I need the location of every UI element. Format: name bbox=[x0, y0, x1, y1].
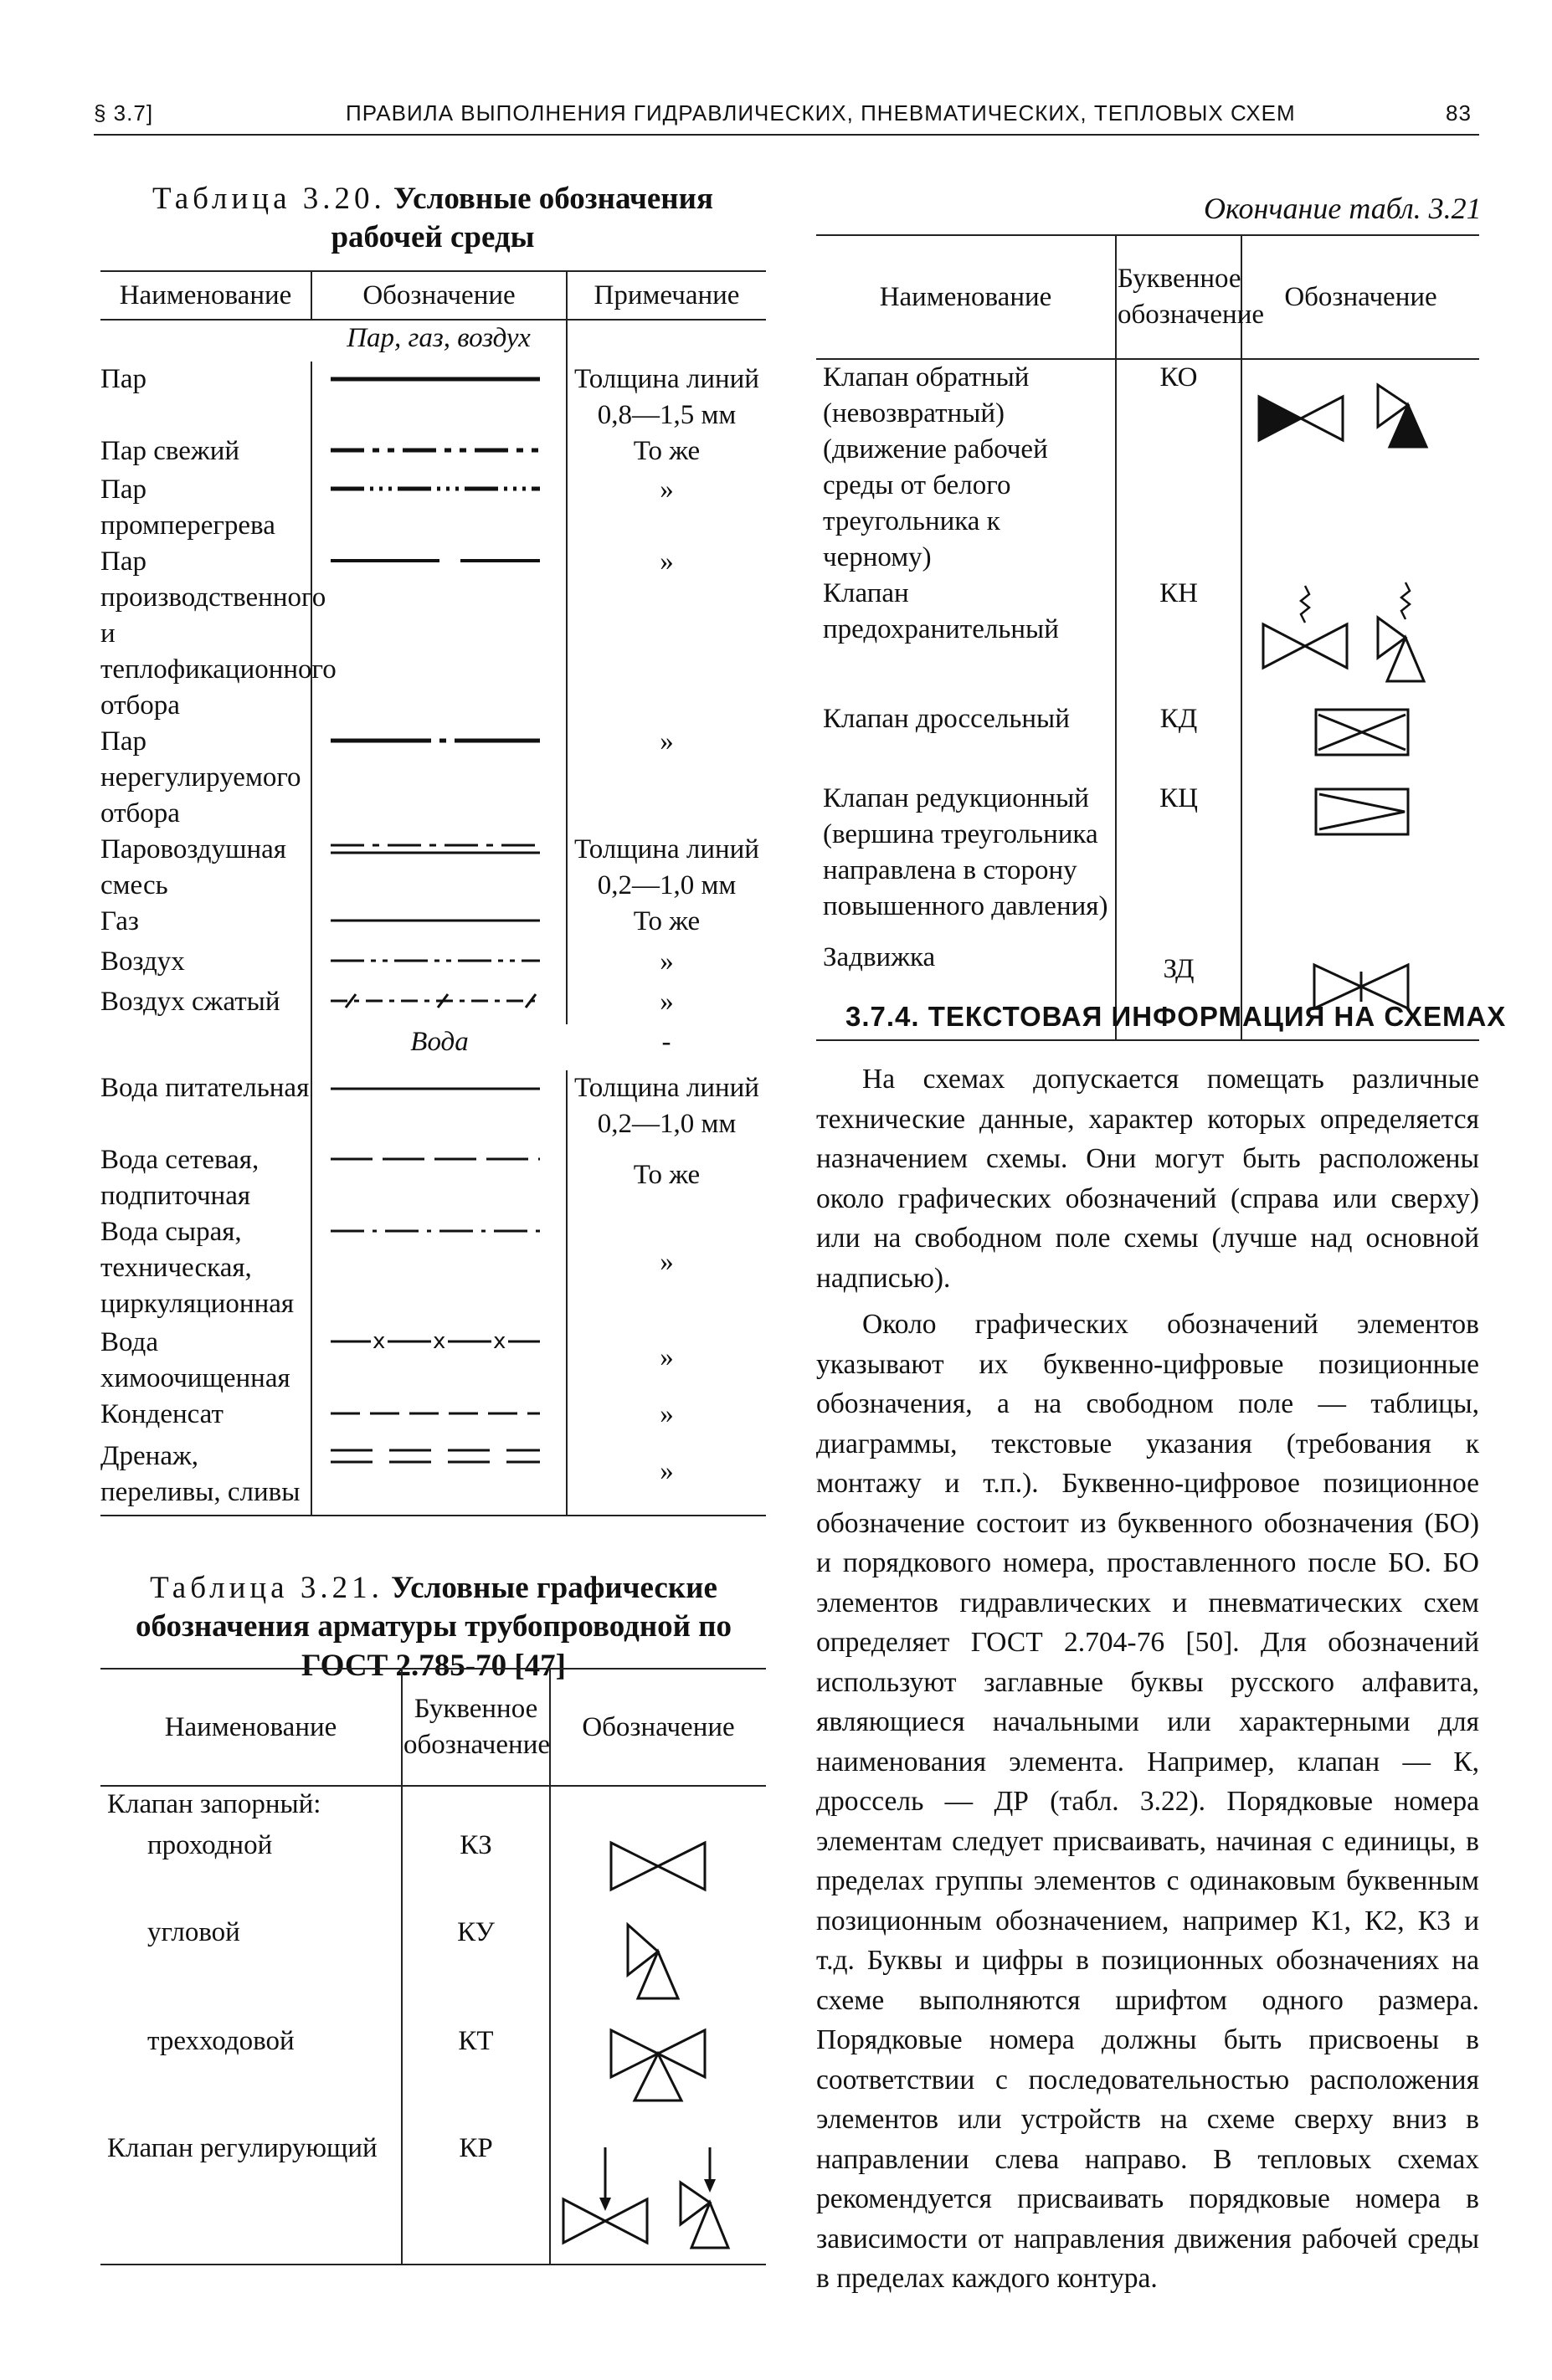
table-320-title: Условные обозначения рабочей среды bbox=[331, 182, 713, 255]
row-name: Клапан предохранительный bbox=[816, 576, 1116, 701]
running-title: ПРАВИЛА ВЫПОЛНЕНИЯ ГИДРАВЛИЧЕСКИХ, ПНЕВМАТИЧЕСКИХ, ТЕПЛОВЫХ СХЕМ bbox=[346, 100, 1296, 126]
line-symbol-condensate bbox=[311, 1397, 567, 1439]
paragraph-2: Около графических обозначений элементов указывают их буквенно-цифровые позиционные обозначения, а на свободном поле — таблицы, диаграммы, текстовые указания (требования к монтажу и т.п.). Буквенно-цифровое позиционное обозначение состоит из буквенного обозначения (БО) и порядкового номера, проставленного после БО. БО элементов гидравлических и пневматических схем определяет ГОСТ 2.704-76 [50]. Для обозначений используют заглавные буквы русского алфавита, являющиеся начальными или характерными для наименования элемента. Например, клапан — К, дроссель — ДР (табл. 3.22). Порядковые номера элементам следует присваивать, начиная с единицы, в пределах группы элементов с одинаковым буквенным позиционным обозначением, например К1, К2, К3 и т.д. Буквы и цифры в позиционных обозначениях на схеме выполняются шрифтом одного размера. Порядковые номера должны быть присвоены в соответствии с последовательностью расположения элементов или устройств на схеме сверху вниз в направлении слева направо. В тепловых схемах рекомендуется присваивать порядковые номера в зависимости от направления движения рабочей среды в пределах каждого контура. bbox=[816, 1309, 1479, 2294]
row-name: Паровоздушная смесь bbox=[100, 832, 311, 904]
col-header-symbol: Обозначение bbox=[311, 271, 567, 320]
row-name: трехходовой bbox=[100, 2024, 402, 2131]
table-320-label: Таблица 3.20. bbox=[152, 182, 386, 216]
row-name: проходной bbox=[100, 1828, 402, 1915]
row-note: » bbox=[660, 946, 674, 977]
row-name: Пар промперегрева bbox=[100, 472, 311, 544]
row-note: » bbox=[660, 546, 674, 577]
row-note: Толщина линий 0,8—1,5 мм bbox=[574, 364, 759, 430]
row-name: Пар свежий bbox=[100, 433, 311, 472]
line-symbol-feed-water bbox=[311, 1070, 567, 1142]
row-note: Толщина линий 0,2—1,0 мм bbox=[574, 1073, 759, 1139]
row-note: То же bbox=[633, 1160, 701, 1190]
row-name: Пар нерегулируемого отбора bbox=[100, 724, 311, 832]
line-symbol-raw-water bbox=[311, 1214, 567, 1325]
header-rule bbox=[94, 134, 1479, 136]
col-header-name: Наименование bbox=[100, 1669, 402, 1786]
row-name: угловой bbox=[100, 1915, 402, 2024]
col-header-symbol: Обозначение bbox=[550, 1669, 766, 1786]
row-code: КТ bbox=[402, 2024, 550, 2131]
row-note: » bbox=[660, 1342, 674, 1372]
line-symbol-steam bbox=[311, 362, 567, 433]
continuation-note: Окончание табл. 3.21 bbox=[1204, 192, 1482, 225]
row-code: КР bbox=[402, 2131, 550, 2265]
col-header-note: Примечание bbox=[567, 271, 766, 320]
row-note: » bbox=[660, 474, 674, 505]
row-note: То же bbox=[633, 436, 701, 466]
row-name: Вода сырая, техническая, циркуляционная bbox=[100, 1214, 311, 1325]
line-symbol-gas bbox=[311, 904, 567, 944]
row-name: Воздух сжатый bbox=[100, 984, 311, 1024]
table-320-caption bbox=[102, 180, 763, 258]
row-note: » bbox=[660, 987, 674, 1017]
row-name: Газ bbox=[100, 904, 311, 944]
table-321-end bbox=[816, 234, 1479, 1041]
row-name: Клапан регулирующий bbox=[100, 2131, 402, 2265]
group-water: Вода bbox=[410, 1027, 469, 1057]
svg-text:x: x bbox=[373, 1329, 386, 1354]
line-symbol-network-water bbox=[311, 1142, 567, 1214]
row-name: Задвижка bbox=[816, 940, 1116, 1040]
row-code: КЦ bbox=[1116, 781, 1241, 940]
row-code: ЗД bbox=[1116, 940, 1241, 1040]
section-body bbox=[816, 1059, 1479, 2299]
row-note: » bbox=[660, 726, 674, 757]
section-reference: § 3.7] bbox=[94, 100, 154, 126]
row-name: Дренаж, переливы, сливы bbox=[100, 1439, 311, 1516]
row-note: » bbox=[660, 1247, 674, 1277]
line-symbol-air bbox=[311, 944, 567, 984]
line-symbol-compressed-air bbox=[311, 984, 567, 1024]
line-symbol-fresh-steam bbox=[311, 433, 567, 472]
valve-straight-icon bbox=[550, 1828, 766, 1915]
col-header-name: Наименование bbox=[816, 235, 1116, 359]
valve-angle-icon bbox=[550, 1915, 766, 2024]
row-name: Пар bbox=[100, 362, 311, 433]
group-steam-gas-air: Пар, газ, воздух bbox=[311, 320, 567, 362]
col-header-name: Наименование bbox=[100, 271, 311, 320]
table-321 bbox=[100, 1668, 766, 2265]
line-symbol-steam-air-mix bbox=[311, 832, 567, 904]
col-header-symbol: Обозначение bbox=[1241, 235, 1479, 359]
line-symbol-drainage bbox=[311, 1439, 567, 1516]
throttle-valve-icon bbox=[1241, 701, 1479, 781]
line-symbol-treated-water bbox=[311, 1325, 567, 1397]
table-321-title: Условные графические обозначения арматуры трубопроводной по ГОСТ 2.785-70 [47] bbox=[135, 1571, 732, 1683]
check-valve-icon bbox=[1241, 359, 1479, 576]
row-name: Клапан дроссельный bbox=[816, 701, 1116, 781]
safety-valve-icon bbox=[1241, 576, 1479, 701]
table-321-label: Таблица 3.21. bbox=[150, 1571, 383, 1605]
line-symbol-unregulated-steam bbox=[311, 724, 567, 832]
reducing-valve-icon bbox=[1241, 781, 1479, 940]
row-code: КД bbox=[1116, 701, 1241, 781]
svg-text:x: x bbox=[493, 1329, 506, 1354]
line-symbol-reheat-steam bbox=[311, 472, 567, 544]
row-note: То же bbox=[633, 906, 701, 936]
section-heading: 3.7.4. ТЕКСТОВАЯ ИНФОРМАЦИЯ НА СХЕМАХ bbox=[845, 1001, 1507, 1032]
page-number: 83 bbox=[1446, 100, 1472, 126]
col-header-code: Буквенное обозначение bbox=[402, 1669, 550, 1786]
valve-regulating-icon bbox=[550, 2131, 766, 2265]
row-code: КН bbox=[1116, 576, 1241, 701]
valve-three-way-icon bbox=[550, 2024, 766, 2131]
row-name: Конденсат bbox=[100, 1397, 311, 1439]
row-code: КЗ bbox=[402, 1828, 550, 1915]
row-note: » bbox=[567, 1439, 766, 1516]
row-code: КУ bbox=[402, 1915, 550, 2024]
row-name: Вода питательная bbox=[100, 1070, 311, 1142]
row-name: Клапан редукционный (вершина треугольника направлена в сторону повышенного давления) bbox=[816, 781, 1116, 940]
table-320: Наименование Обозначение Примечание Пар, газ, воздух Пар Толщина линий 0,8—1,5 мм Пар свежий То же Пар промперегрева » Пар производственного и теплофикационного отбора » Пар нерегулируемого отбора » Паровоздушная смесь Толщина линий 0,2—1,0 мм Газ То же Воздух » Воздух сжатый » Вода - Вода питательная Толщина линий 0,2—1,0 мм Вода сетевая, подпиточная То же Вода сырая, техническая, циркуляционная » Вода химоочищенная x x x » Конденсат » Дренаж, переливы, сливы » bbox=[100, 270, 766, 1516]
row-name: Вода химоочищенная bbox=[100, 1325, 311, 1397]
group-shutoff-valve: Клапан запорный: bbox=[100, 1786, 402, 1828]
row-name: Клапан обратный (невозвратный) (движение рабочей среды от белого треугольника к черному) bbox=[816, 359, 1116, 576]
line-symbol-process-steam bbox=[311, 544, 567, 724]
paragraph-1: На схемах допускается помещать различные технические данные, характер которых определяется назначением схемы. Они могут быть расположены около графических обозначений (справа или сверху) или на свободном поле схемы (лучше над основной надписью). bbox=[816, 1064, 1479, 1294]
col-header-code: Буквенное обозначение bbox=[1116, 235, 1241, 359]
row-code: КО bbox=[1116, 359, 1241, 576]
row-name: Воздух bbox=[100, 944, 311, 984]
row-name: Пар производственного и теплофикационного отбора bbox=[100, 544, 311, 724]
svg-text:x: x bbox=[433, 1329, 446, 1354]
row-name: Вода сетевая, подпиточная bbox=[100, 1142, 311, 1214]
row-note: Толщина линий 0,2—1,0 мм bbox=[574, 834, 759, 900]
row-note: » bbox=[660, 1399, 674, 1429]
